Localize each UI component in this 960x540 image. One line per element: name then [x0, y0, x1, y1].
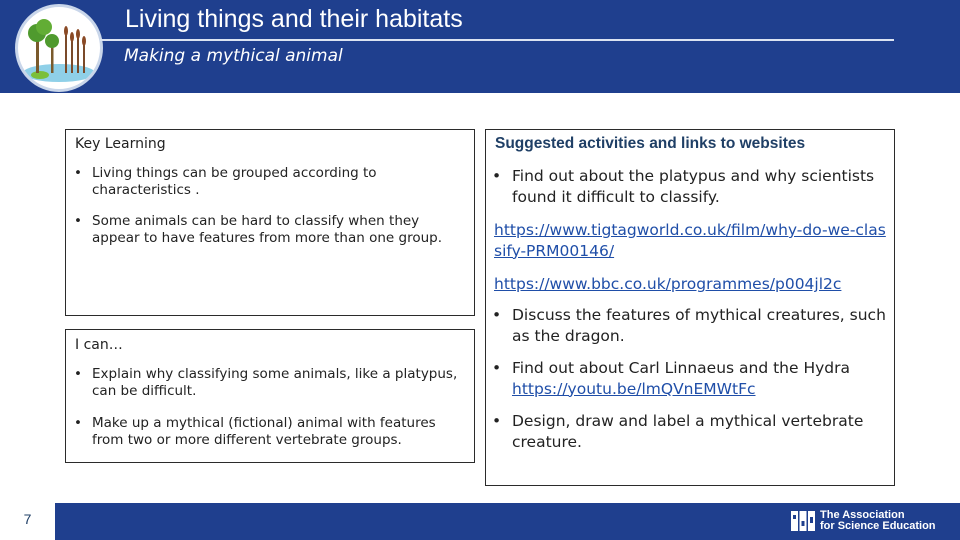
bullet-icon: •: [492, 167, 502, 185]
i-can-item: • Explain why classifying some animals, like a platypus, can be difficult.: [74, 366, 458, 399]
i-can-box: [65, 329, 475, 463]
activity-item: • Find out about the platypus and why scientists found it difficult to classify.: [492, 167, 875, 206]
tigtag-link[interactable]: https://www.tigtagworld.co.uk/film/why-do-we-classify-PRM00146/: [494, 221, 886, 260]
bullet-icon: •: [492, 412, 502, 430]
bullet-icon: •: [492, 359, 502, 377]
key-learning-item: • Some animals can be hard to classify when they appear to have features from more than one group.: [74, 213, 443, 246]
youtube-link[interactable]: https://youtu.be/lmQVnEMWtFc: [512, 379, 756, 398]
suggested-activities-box: [485, 129, 895, 486]
page-title: Living things and their habitats: [125, 5, 463, 33]
bbc-link[interactable]: https://www.bbc.co.uk/programmes/p004jl2c: [494, 275, 842, 293]
i-can-heading: I can…: [75, 337, 123, 353]
activity-item: • Design, draw and label a mythical vertebrate creature.: [492, 412, 864, 451]
ase-logo-icon: [790, 509, 816, 533]
header-banner: [0, 0, 960, 93]
activity-item: • Find out about Carl Linnaeus and the Hydra https://youtu.be/lmQVnEMWtFc: [492, 359, 851, 398]
suggested-activities-heading: Suggested activities and links to websites: [495, 135, 806, 152]
ase-logo: [790, 509, 955, 535]
key-learning-item: • Living things can be grouped according to characteristics .: [74, 165, 377, 198]
bullet-icon: •: [74, 165, 82, 181]
bullet-icon: •: [74, 366, 82, 382]
title-divider: [100, 39, 894, 41]
footer-bar: [0, 503, 960, 540]
i-can-item: • Make up a mythical (fictional) animal with features from two or more different vertebrate groups.: [74, 415, 436, 448]
bullet-icon: •: [74, 213, 82, 229]
ase-logo-text: The Association for Science Education: [820, 509, 936, 532]
key-learning-box: [65, 129, 475, 316]
bullet-icon: •: [74, 415, 82, 431]
habitat-logo-icon: [15, 4, 103, 92]
page-subtitle: Making a mythical animal: [124, 46, 343, 66]
activity-item: • Discuss the features of mythical creatures, such as the dragon.: [492, 306, 886, 345]
bullet-icon: •: [492, 306, 502, 324]
page-number: 7: [23, 511, 32, 527]
key-learning-heading: Key Learning: [75, 136, 166, 152]
